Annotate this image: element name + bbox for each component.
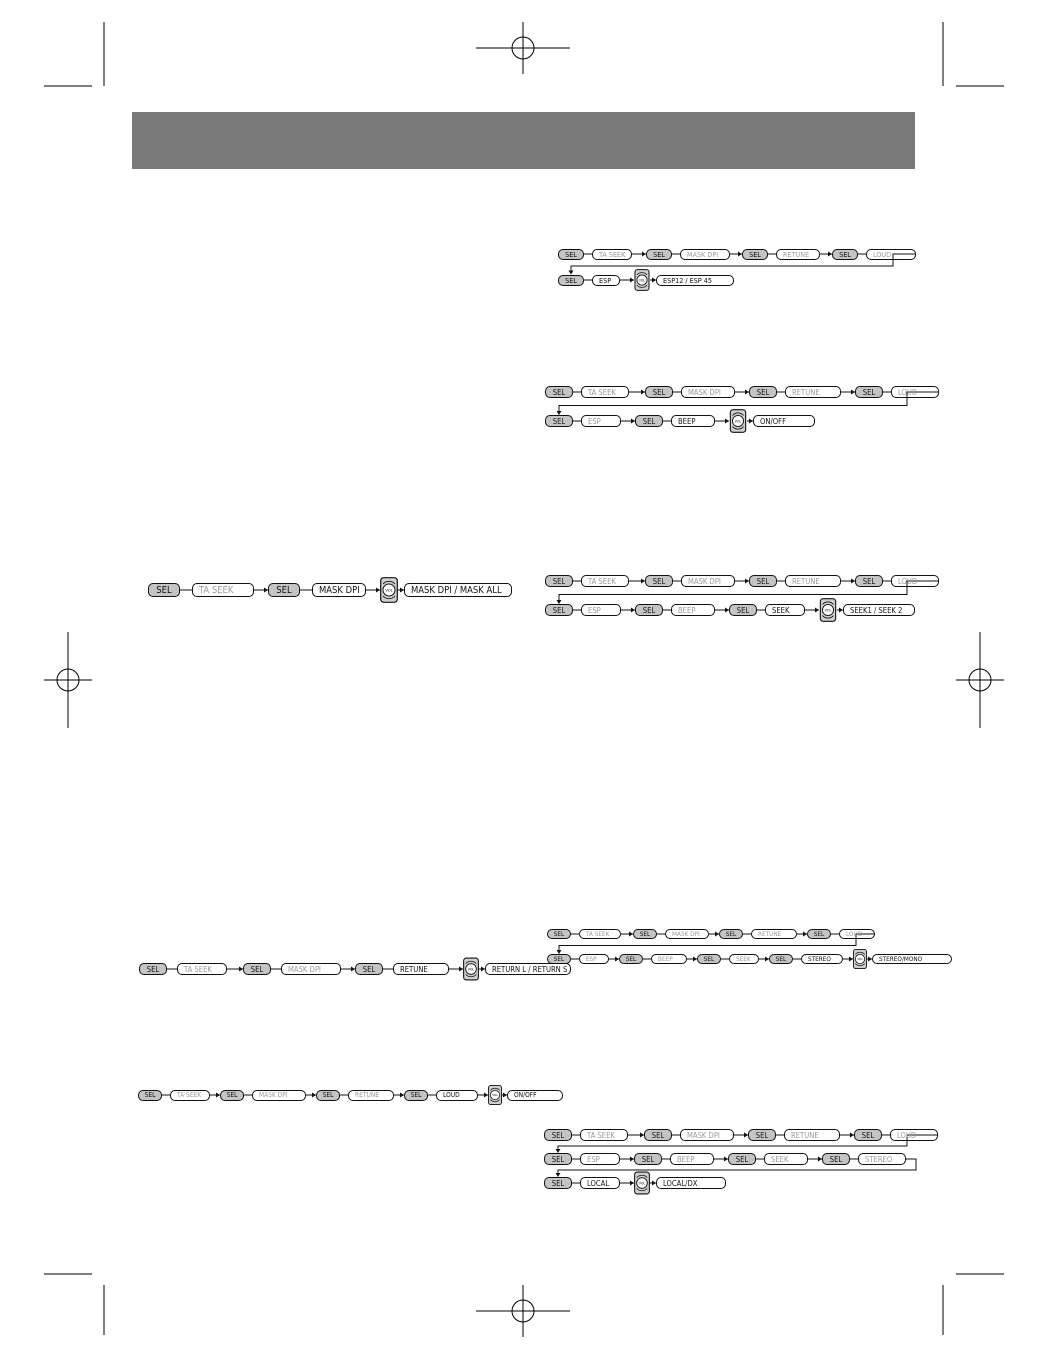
- menu-option-label: RETUNE: [785, 386, 841, 398]
- sel-button-label: SEL: [748, 1129, 776, 1141]
- menu-option-label: ESP12 / ESP 45: [656, 275, 734, 286]
- sel-button-label: SEL: [545, 604, 573, 616]
- sel-button-label: SEL: [644, 1129, 672, 1141]
- sel-button-label: SEL: [729, 604, 757, 616]
- sel-button-label: SEL: [139, 963, 167, 975]
- menu-option-label: TA SEEK: [581, 386, 629, 398]
- menu-option-label: RETUNE: [785, 575, 841, 587]
- menu-option-label: TA SEEK: [592, 249, 632, 260]
- sel-button-label: SEL: [316, 1090, 340, 1101]
- menu-option-label: SEEK1 / SEEK 2: [843, 604, 915, 616]
- svg-text:VOL: VOL: [492, 1093, 498, 1098]
- menu-option-label: STEREO: [801, 954, 843, 964]
- sel-button-label: SEL: [268, 583, 300, 597]
- svg-text:VOL: VOL: [385, 588, 393, 593]
- sel-button-label: SEL: [719, 929, 743, 939]
- svg-text:VOL: VOL: [638, 1181, 646, 1186]
- menu-option-label: BEEP: [671, 415, 715, 427]
- menu-option-label: LOUD: [839, 929, 875, 939]
- vol-knob-icon: [634, 1171, 650, 1200]
- menu-option-label: TA SEEK: [581, 575, 629, 587]
- sel-button-label: SEL: [807, 929, 831, 939]
- sel-button-label: SEL: [854, 1129, 882, 1141]
- sel-button-label: SEL: [697, 954, 721, 964]
- sel-button-label: SEL: [558, 249, 584, 260]
- menu-option-label: ESP: [579, 954, 609, 964]
- menu-option-label: TA SEEK: [170, 1090, 210, 1101]
- menu-option-label: MASK DPI / MASK ALL: [404, 583, 512, 597]
- sel-button-label: SEL: [645, 386, 673, 398]
- menu-option-label: RETURN L / RETURN S: [485, 963, 571, 975]
- menu-option-label: TA SEEK: [579, 929, 621, 939]
- menu-option-label: MASK DPI: [665, 929, 709, 939]
- sel-button-label: SEL: [243, 963, 271, 975]
- menu-option-label: STEREO: [858, 1153, 906, 1165]
- menu-option-label: STEREO/MONO: [872, 954, 952, 964]
- svg-text:VOL: VOL: [824, 608, 832, 613]
- menu-option-label: ESP: [580, 1153, 620, 1165]
- sel-button-label: SEL: [633, 929, 657, 939]
- sel-button-label: SEL: [769, 954, 793, 964]
- menu-option-label: ESP: [592, 275, 620, 286]
- sel-button-label: SEL: [855, 386, 883, 398]
- menu-option-label: TA SEEK: [192, 583, 254, 597]
- menu-option-label: ESP: [581, 415, 621, 427]
- menu-option-label: MASK DPI: [681, 386, 735, 398]
- svg-text:VOL: VOL: [857, 957, 863, 962]
- menu-option-label: MASK DPI: [680, 1129, 734, 1141]
- sel-button-label: SEL: [832, 249, 858, 260]
- sel-button-label: SEL: [148, 583, 180, 597]
- sel-button-label: SEL: [749, 386, 777, 398]
- menu-option-label: LOUD: [890, 1129, 938, 1141]
- sel-button-label: SEL: [749, 575, 777, 587]
- menu-option-label: BEEP: [651, 954, 687, 964]
- sel-button-label: SEL: [646, 249, 672, 260]
- svg-text:VOL: VOL: [638, 278, 646, 283]
- sel-button-label: SEL: [635, 604, 663, 616]
- menu-option-label: TA SEEK: [580, 1129, 628, 1141]
- menu-option-label: LOUD: [891, 386, 939, 398]
- sel-button-label: SEL: [544, 1177, 572, 1189]
- menu-option-label: MASK DPI: [681, 575, 735, 587]
- menu-option-label: LOUD: [891, 575, 939, 587]
- sel-button-label: SEL: [635, 415, 663, 427]
- menu-option-label: RETUNE: [393, 963, 449, 975]
- menu-option-label: LOCAL/DX: [656, 1177, 726, 1189]
- sel-button-label: SEL: [822, 1153, 850, 1165]
- menu-option-label: RETUNE: [751, 929, 797, 939]
- sel-button-label: SEL: [138, 1090, 162, 1101]
- menu-option-label: ON/OFF: [507, 1090, 563, 1101]
- sel-button-label: SEL: [558, 275, 584, 286]
- svg-text:VOL: VOL: [467, 967, 475, 972]
- menu-option-label: MASK DPI: [252, 1090, 306, 1101]
- sel-button-label: SEL: [634, 1153, 662, 1165]
- menu-option-label: ESP: [581, 604, 621, 616]
- sel-button-label: SEL: [742, 249, 768, 260]
- sel-button-label: SEL: [547, 929, 571, 939]
- menu-option-label: ON/OFF: [753, 415, 815, 427]
- menu-option-label: RETUNE: [784, 1129, 840, 1141]
- menu-option-label: BEEP: [671, 604, 715, 616]
- sel-button-label: SEL: [545, 415, 573, 427]
- sel-button-label: SEL: [355, 963, 383, 975]
- menu-option-label: LOCAL: [580, 1177, 620, 1189]
- sel-button-label: SEL: [545, 575, 573, 587]
- sel-button-label: SEL: [645, 575, 673, 587]
- menu-option-label: BEEP: [670, 1153, 714, 1165]
- menu-option-label: LOUD: [436, 1090, 478, 1101]
- menu-option-label: RETUNE: [776, 249, 820, 260]
- menu-option-label: MASK DPI: [281, 963, 341, 975]
- sel-button-label: SEL: [728, 1153, 756, 1165]
- sel-button-label: SEL: [220, 1090, 244, 1101]
- menu-option-label: MASK DPI: [680, 249, 730, 260]
- sel-button-label: SEL: [545, 386, 573, 398]
- menu-option-label: SEEK: [764, 1153, 808, 1165]
- menu-option-label: RETUNE: [348, 1090, 394, 1101]
- menu-option-label: SEEK: [729, 954, 759, 964]
- sel-button-label: SEL: [547, 954, 571, 964]
- sel-button-label: SEL: [544, 1129, 572, 1141]
- svg-text:VOL: VOL: [734, 419, 742, 424]
- menu-option-label: LOUD: [866, 249, 916, 260]
- sel-button-label: SEL: [619, 954, 643, 964]
- menu-option-label: MASK DPI: [312, 583, 366, 597]
- menu-option-label: TA SEEK: [177, 963, 227, 975]
- menu-option-label: SEEK: [765, 604, 805, 616]
- sel-button-label: SEL: [855, 575, 883, 587]
- sel-button-label: SEL: [404, 1090, 428, 1101]
- sel-button-label: SEL: [544, 1153, 572, 1165]
